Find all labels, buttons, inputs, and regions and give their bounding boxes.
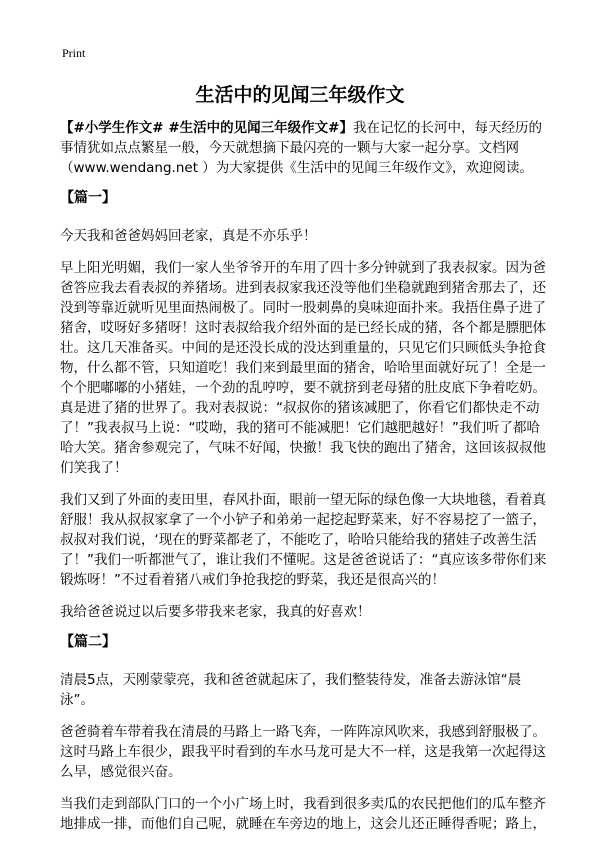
section1-paragraph-2: 早上阳光明媚，我们一家人坐爷爷开的车用了四十多分钟就到了我表叔家。因为爸爸答应我去看表叔的养猪场。进到表叔家我还没等他们坐稳就跑到猪舍那去了，还没到等靠近就听见里面热闹极了。同时一股刺鼻的臭味迎面扑来。我捂住鼻子进了猪舍，哎呀好多猪呀！这时表叔给我介绍外面的是已经长成的猪，各个都是膘肥体壮。这几天准备买。中间的是还没长成的没达到重量的，只见它们只顾低头争抢食物，什么都不管，只知道吃！我们来到最里面的猪舍，哈哈里面就好玩了！全是一个个肥嘟嘟的小猪娃，一个劲的乱哼哼，要不就挤到老母猪的肚皮底下争着吃奶。真是进了猪的世界了。我对表叔说：“叔叔你的猪该减肥了，你看它们都快走不动了！”我表叔马上说：“哎呦，我的猪可不能减肥！它们越肥越好！”我们听了都哈哈大笑。猪舍参观完了，气味不好闻，快撤！我飞快的跑出了猪舍，这回该叔叔他们笑我了！ (60, 260, 546, 476)
intro-text: 我在记忆的长河中，每天经历的事情犹如点点繁星一般，今天就想摘下最闪亮的一颗与大家一起分享。文档网（www.wendang.net ）为大家提供《生活中的见闻三年级作文》，欢迎阅读。 (60, 120, 542, 176)
intro-paragraph (60, 118, 548, 178)
page-title: 生活中的见闻三年级作文 (195, 84, 405, 106)
section1-paragraph-3: 我们又到了外面的麦田里，春风扑面，眼前一望无际的绿色像一大块地毯，看着真舒服！我从叔叔家拿了一个小铲子和弟弟一起挖起野菜来，好不容易挖了一篮子，叔叔对我们说，‘现在的野菜都老了，不能吃了，哈哈只能给我的猪娃子改善生活了！”我们一听都泄气了，谁让我们不懂呢。这是爸爸说话了：“真应该多带你们来锻炼呀！”不过看着猪八戒们争抢我挖的野菜，我还是很高兴的！ (60, 492, 547, 588)
intro-tags: 【#小学生作文# #生活中的见闻三年级作文#】 (60, 120, 353, 136)
section2-paragraph-1: 清晨5点，天刚蒙蒙亮，我和爸爸就起床了，我们整装待发，准备去游泳馆“晨泳”。 (60, 672, 522, 708)
section-heading-1: 【篇一】 (60, 190, 116, 206)
section-heading-2: 【篇二】 (60, 634, 116, 650)
print-label: Print (62, 46, 86, 60)
article-body (60, 118, 548, 846)
section2-paragraph-2: 爸爸骑着车带着我在清晨的马路上一路飞奔，一阵阵凉风吹来，我感到舒服极了。这时马路上车很少，跟我平时看到的车水马龙可是大不一样，这是我第一次起得这么早，感觉很兴奋。 (60, 724, 546, 780)
section1-paragraph-1: 今天我和爸爸妈妈回老家，真是不亦乐乎！ (60, 228, 317, 244)
section2-paragraph-3: 当我们走到部队门口的一个小广场上时，我看到很多卖瓜的农民把他们的瓜车整齐地排成一排，而他们自己呢，就睡在车旁边的地上，这会儿还正睡得香呢；路上， (60, 796, 546, 832)
section1-paragraph-4: 我给爸爸说过以后要多带我来老家，我真的好喜欢！ (60, 604, 371, 620)
